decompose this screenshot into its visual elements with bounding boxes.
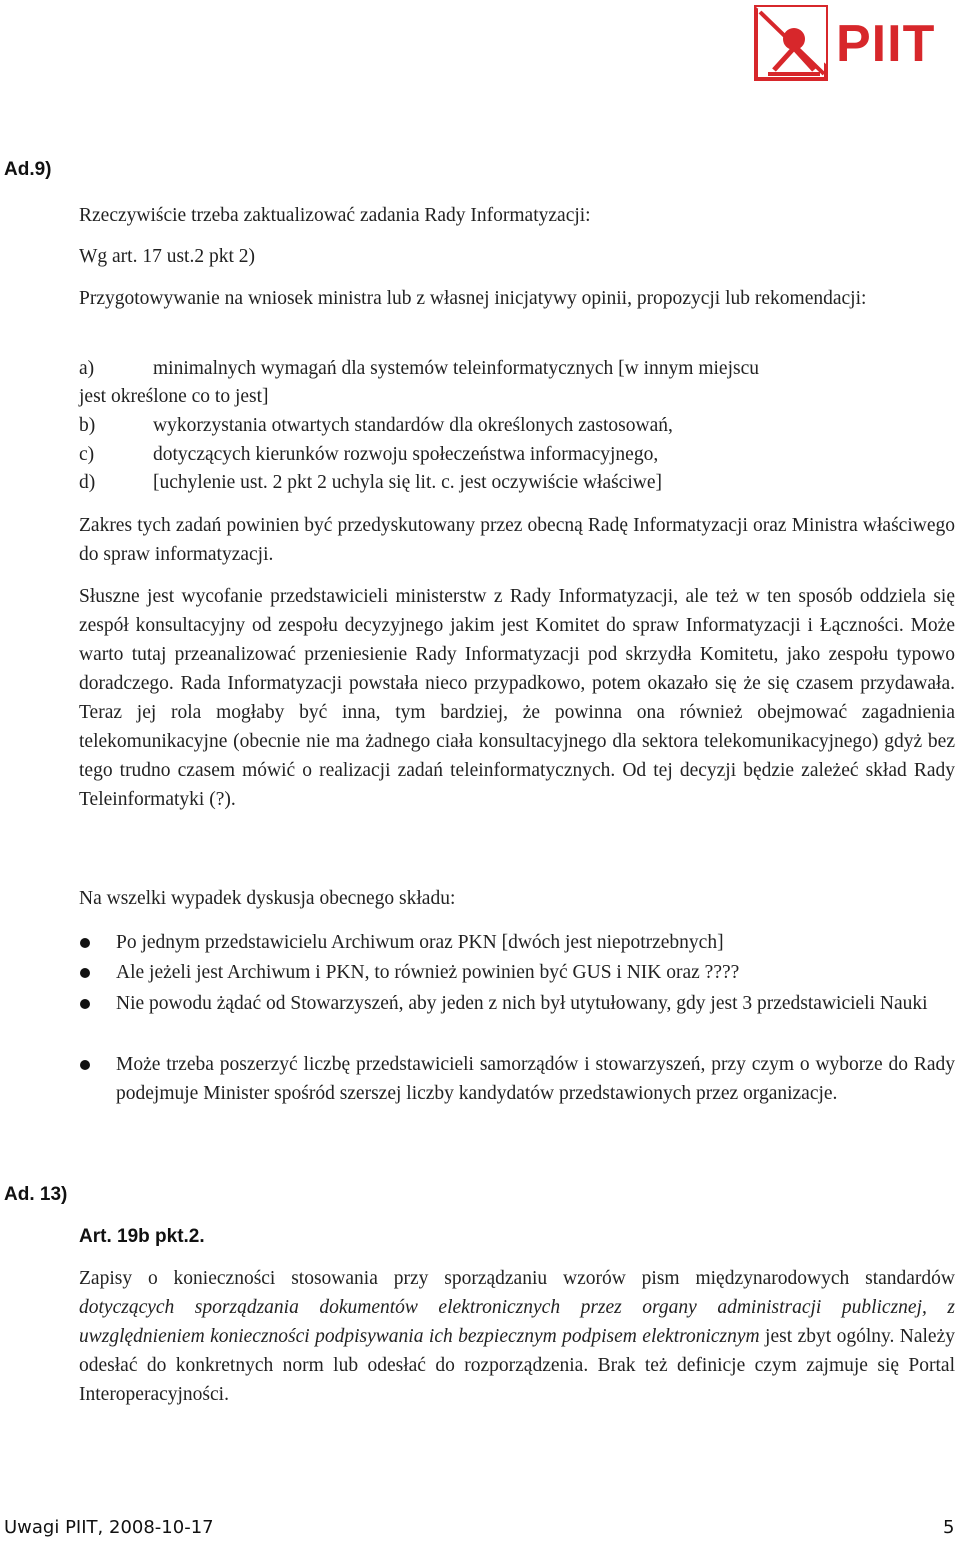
paragraph-zapisy-end: jest zbyt ogólny. Należy odesłać do konkretnych norm lub odesłać do rozporządzenia. Brak też definicje czym zajmuje się Portal Interoperacyjności. [79,1326,955,1405]
list-label: a) [79,358,95,379]
article-subheading: Art. 19b pkt.2. [79,1226,205,1247]
list-text: jest określone co to jest] [79,386,269,407]
list-text: minimalnych wymagań dla systemów teleinformatycznych [w innym miejscu [153,358,759,379]
piit-logo-text: PIIT [836,15,936,73]
bullet-dot [80,968,90,978]
footer-text: Uwagi PIIT, 2008-10-17 [4,1517,214,1538]
piit-logo [752,4,957,82]
list-text: dotyczących kierunków rozwoju społeczeństwa informacyjnego, [153,444,659,465]
bullet-item: Ale jeżeli jest Archiwum i PKN, to również powinien być GUS i NIK oraz ???? [116,962,740,983]
paragraph-zakres: Zakres tych zadań powinien być przedyskutowany przez obecną Radę Informatyzacji oraz Ministra właściwego do spraw informatyzacji. [79,515,955,565]
bullet-dot [80,1060,90,1070]
paragraph-na-wszelki: Na wszelki wypadek dyskusja obecnego składu: [79,888,456,909]
list-item-d [79,469,959,497]
bullet-item: Po jednym przedstawicielu Archiwum oraz PKN [dwóch jest niepotrzebnych] [116,932,724,953]
article-reference: Wg art. 17 ust.2 pkt 2) [79,246,256,267]
paragraph-zapisy-italic: dotyczących sporządzania dokumentów elektronicznych przez organy administracji publicznej, z uwzględnieniem konieczności podpisywania ich bezpiecznym podpisem elektronicznym [79,1297,955,1347]
list-item-a-cont [79,383,959,411]
list-item-a [79,355,959,383]
list-label: d) [79,472,96,493]
list-text: [uchylenie ust. 2 pkt 2 uchyla się lit. c. jest oczywiście właściwe] [153,472,663,493]
paragraph-zapisy [79,1264,955,1409]
paragraph-sluszne: Słuszne jest wycofanie przedstawicieli ministerstw z Rady Informatyzacji, ale też w ten sposób oddziela się zespół konsultacyjny od zespołu decyzyjnego jakim jest Komitet do spraw Informatyzacji i Łączności. Może warto tutaj przeanalizować przeniesienie Rady Informatyzacji pod skrzydła Komitetu, jako zespołu typowo doradczego. Rada Informatyzacji powstała nieco przypadkowo, potem okazało się że się czasem przydawała. Teraz jej rola mogłaby być inna, tym bardziej, że powinna ona również obejmować zagadnienia telekomunikacyjne (obecnie nie ma żadnego ciała konsultacyjnego dla sektora telekomunikacyjnego) gdyż bez tego trudno czasem mówić o realizacji zadań teleinformatycznych. Od tej decyzji będzie zależeć skład Rady Teleinformatyki (?). [79,586,955,810]
paragraph-zapisy-start: Zapisy o konieczności stosowania przy sporządzaniu wzorów pism międzynarodowych standardów [79,1268,955,1289]
list-text: wykorzystania otwartych standardów dla określonych zastosowań, [153,415,673,436]
bullet-dot [80,999,90,1009]
bullet-item: Może trzeba poszerzyć liczbę przedstawicieli samorządów i stowarzyszeń, przy czym o wyborze do Rady podejmuje Minister spośród szerszej liczby kandydatów przedstawionych przez organizacje. [116,1054,955,1104]
page-number: 5 [943,1517,955,1538]
section-heading-ad13: Ad. 13) [4,1184,68,1205]
list-label: b) [79,415,96,436]
list-item-b [79,412,959,440]
intro-line: Rzeczywiście trzeba zaktualizować zadania Rady Informatyzacji: [79,205,591,226]
bullet-dot [80,938,90,948]
list-item-c [79,441,959,469]
section-heading-ad9: Ad.9) [4,159,52,180]
bullet-item: Nie powodu żądać od Stowarzyszeń, aby jeden z nich był utytułowany, gdy jest 3 przedstawicieli Nauki [116,993,928,1014]
paragraph-przygotowywanie: Przygotowywanie na wniosek ministra lub z własnej inicjatywy opinii, propozycji lub rekomendacji: [79,288,867,309]
list-label: c) [79,444,95,465]
